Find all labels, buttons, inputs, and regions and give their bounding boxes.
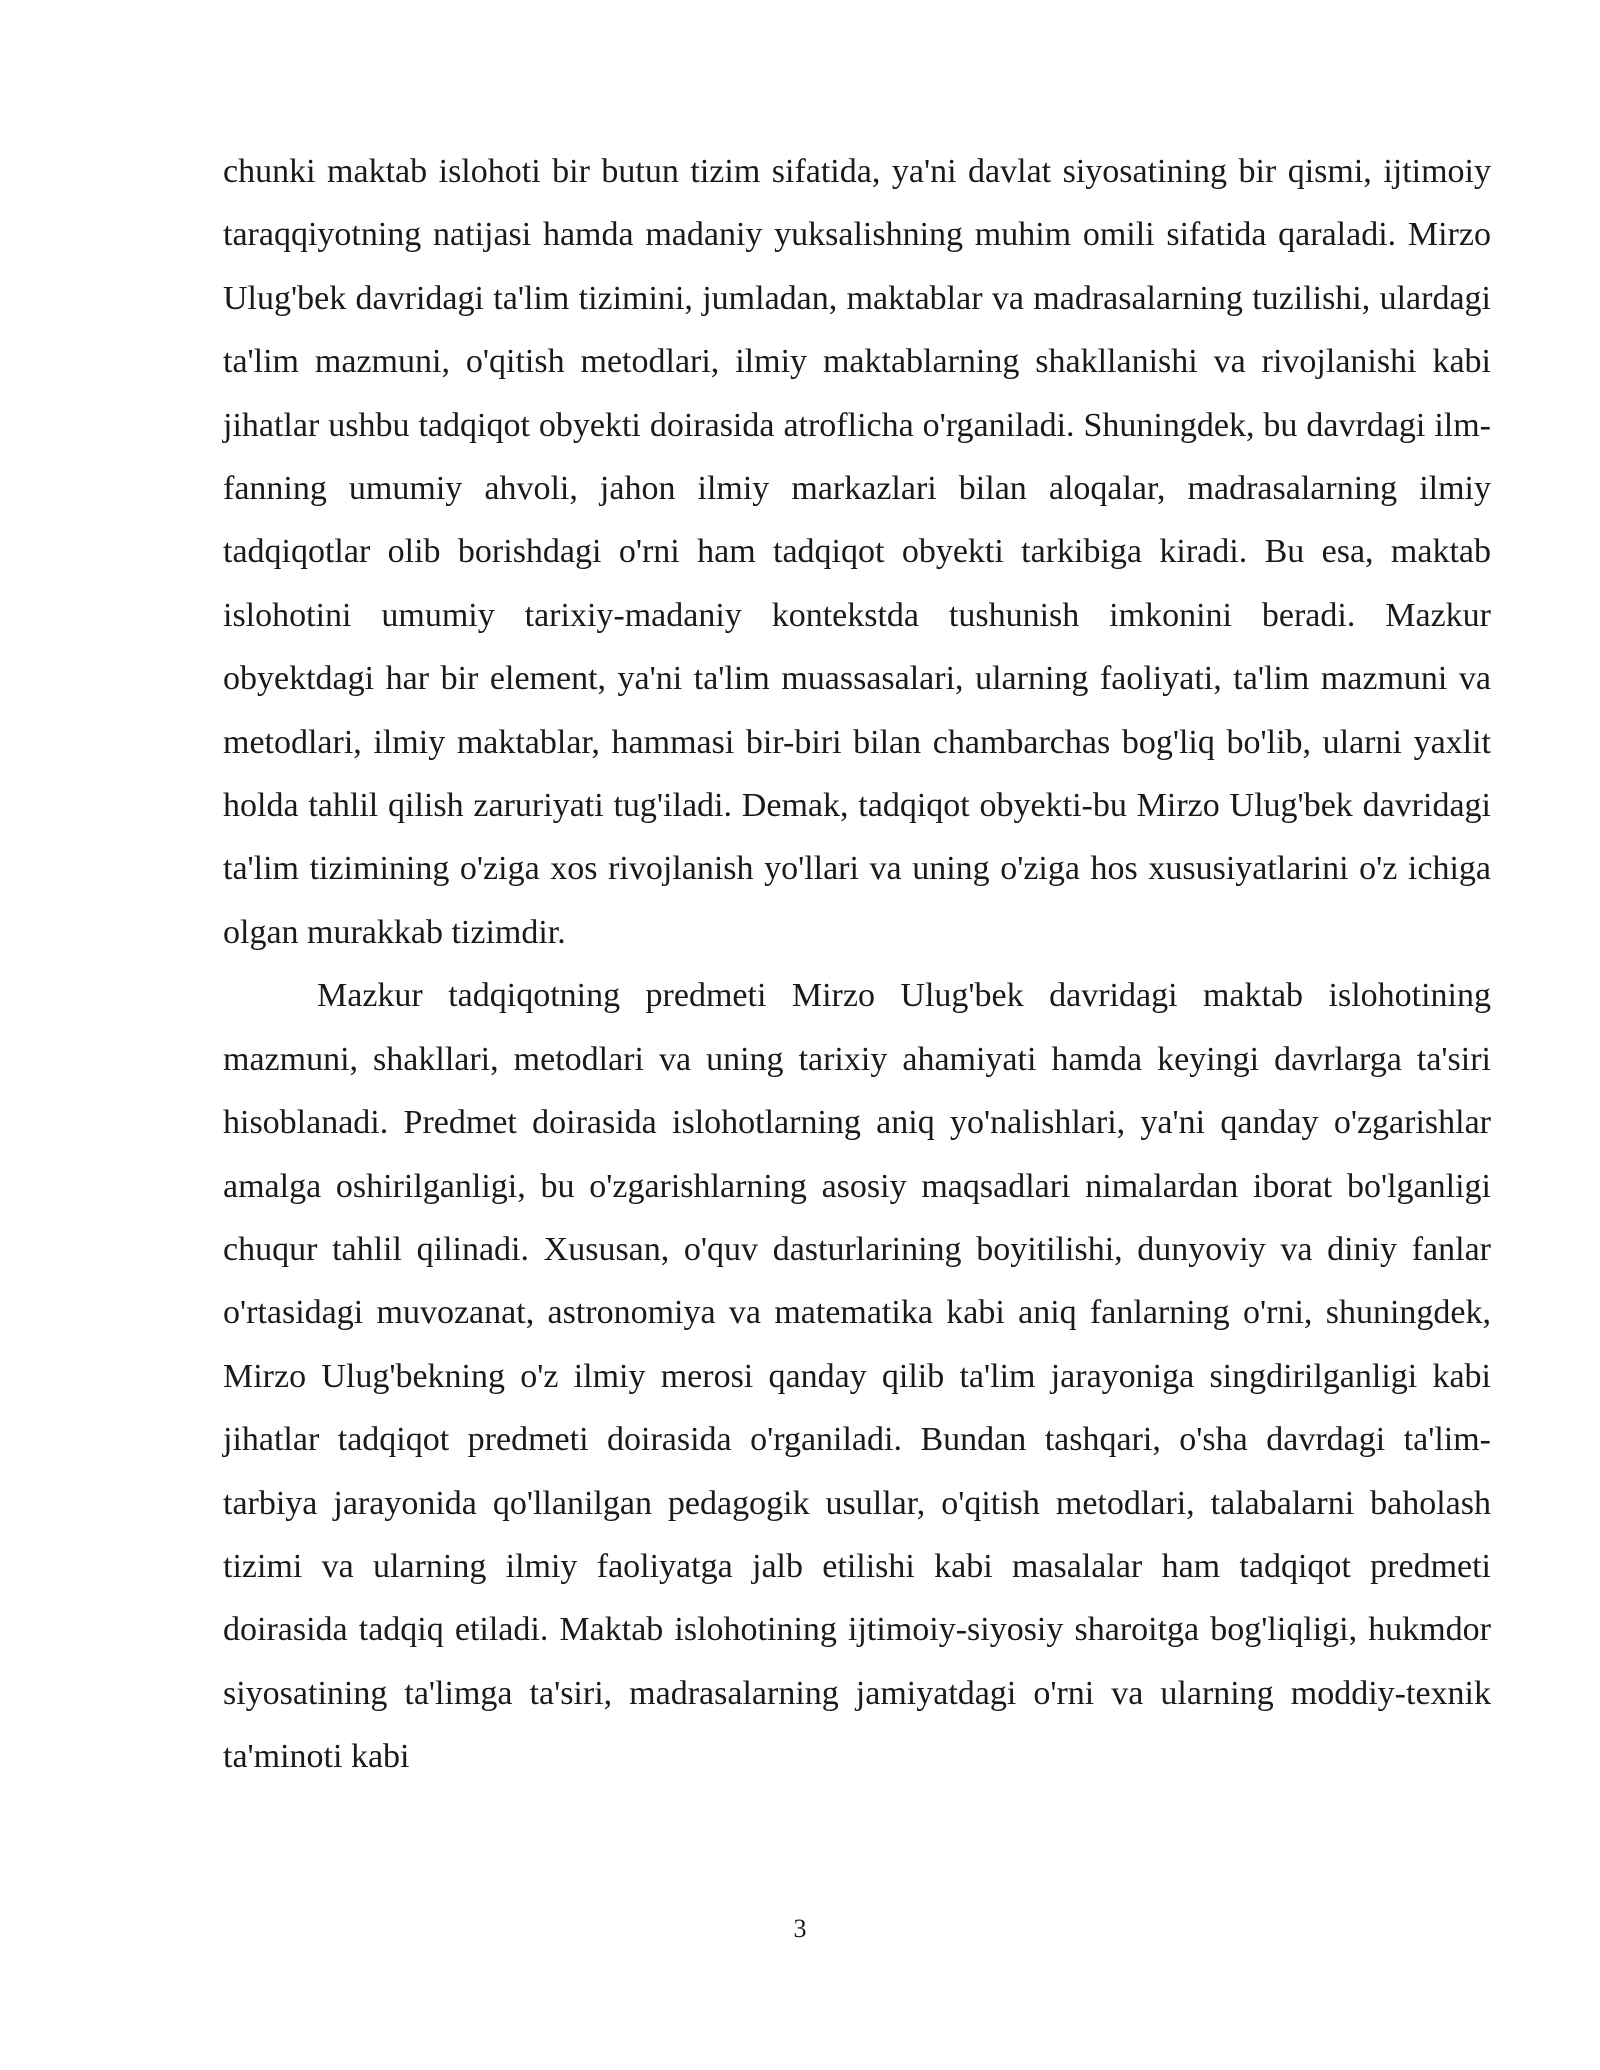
paragraph-research-subject: Mazkur tadqiqotning predmeti Mirzo Ulug'bek davridagi maktab islohotining mazmuni, shakllari, metodlari va uning tarixiy ahamiyati hamda keyingi davrlarga ta'siri hisoblanadi. Predmet doirasida islohotlarning aniq yo'nalishlari, ya'ni qanday o'zgarishlar amalga oshirilganligi, bu o'zgarishlarning asosiy maqsadlari nimalardan iborat bo'lganligi chuqur tahlil qilinadi. Xususan, o'quv dasturlarining boyitilishi, dunyoviy va diniy fanlar o'rtasidagi muvozanat, astronomiya va matematika kabi aniq fanlarning o'rni, shuningdek, Mirzo Ulug'bekning o'z ilmiy merosi qanday qilib ta'lim jarayoniga singdirilganligi kabi jihatlar tadqiqot predmeti doirasida o'rganiladi. Bundan tashqari, o'sha davrdagi ta'lim-tarbiya jarayonida qo'llanilgan pedagogik usullar, o'qitish metodlari, talabalarni baholash tizimi va ularning ilmiy faoliyatga jalb etilishi kabi masalalar ham tadqiqot predmeti doirasida tadqiq etiladi. Maktab islohotining ijtimoiy-siyosiy sharoitga bog'liqligi, hukmdor siyosatining ta'limga ta'siri, madrasalarning jamiyatdagi o'rni va ularning moddiy-texnik ta'minoti kabi xyxy=(223,977,1491,1776)
page-number: 3 xyxy=(793,1914,807,1943)
paragraph-continuation: chunki maktab islohoti bir butun tizim sifatida, ya'ni davlat siyosatining bir qismi, ijtimoiy taraqqiyotning natijasi hamda madaniy yuksalishning muhim omili sifatida qaraladi. Mirzo Ulug'bek davridagi ta'lim tizimini, jumladan, maktablar va madrasalarning tuzilishi, ulardagi ta'lim mazmuni, o'qitish metodlari, ilmiy maktablarning shakllanishi va rivojlanishi kabi jihatlar ushbu tadqiqot obyekti doirasida atroflicha o'rganiladi. Shuningdek, bu davrdagi ilm-fanning umumiy ahvoli, jahon ilmiy markazlari bilan aloqalar, madrasalarning ilmiy tadqiqotlar olib borishdagi o'rni ham tadqiqot obyekti tarkibiga kiradi. Bu esa, maktab islohotini umumiy tarixiy-madaniy kontekstda tushunish imkonini beradi. Mazkur obyektdagi har bir element, ya'ni ta'lim muassasalari, ularning faoliyati, ta'lim mazmuni va metodlari, ilmiy maktablar, hammasi bir-biri bilan chambarchas bog'liq bo'lib, ularni yaxlit holda tahlil qilish zaruriyati tug'iladi. Demak, tadqiqot obyekti-bu Mirzo Ulug'bek davridagi ta'lim tizimining o'ziga xos rivojlanish yo'llari va uning o'ziga hos xususiyatlarini o'z ichiga olgan murakkab tizimdir. xyxy=(223,153,1491,951)
body-text xyxy=(223,140,1491,1789)
